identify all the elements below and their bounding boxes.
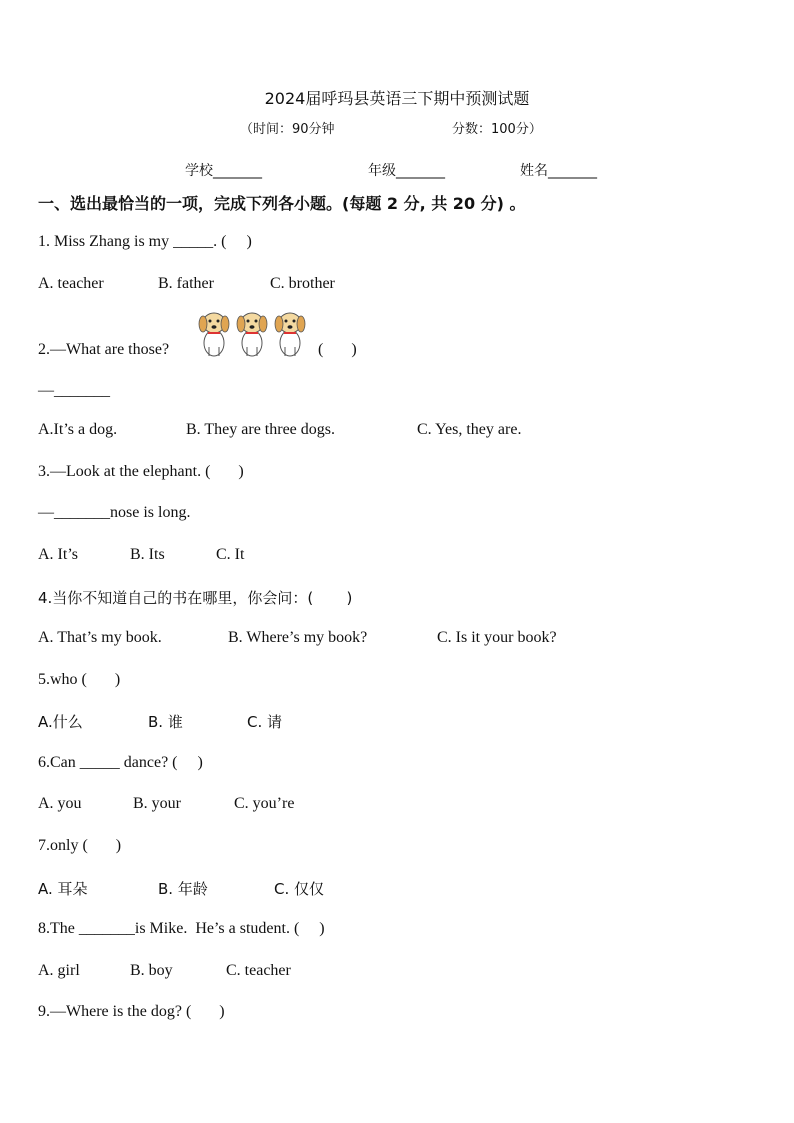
q4-option-b: B. Where’s my book? xyxy=(228,629,368,646)
name-field: 姓名_______ xyxy=(520,163,597,179)
question-5: 5.who ( ) xyxy=(38,671,121,688)
grade-field: 年级_______ xyxy=(368,163,445,179)
question-3: 3.—Look at the elephant. ( ) xyxy=(38,463,244,480)
q6-option-c: C. you’re xyxy=(234,795,295,812)
q7-option-a: A. 耳朵 xyxy=(38,880,88,898)
q4-option-a: A. That’s my book. xyxy=(38,629,162,646)
q3-option-c: C. It xyxy=(216,546,245,563)
question-6: 6.Can _____ dance? ( ) xyxy=(38,754,203,771)
page-title: 2024届呼玛县英语三下期中预测试题 xyxy=(264,89,530,108)
q1-option-c: C. brother xyxy=(270,275,335,292)
exam-time: （时间：90分钟 xyxy=(240,122,335,137)
q2-option-a: A.It’s a dog. xyxy=(38,421,118,438)
q2-paren: ( ) xyxy=(318,341,357,358)
school-field: 学校_______ xyxy=(185,163,262,179)
q8-option-a: A. girl xyxy=(38,962,80,979)
three-dogs-image xyxy=(196,309,308,357)
q3-option-b: B. Its xyxy=(130,546,165,563)
q1-option-a: A. teacher xyxy=(38,275,104,292)
question-4: 4.当你不知道自己的书在哪里，你会问：( ) xyxy=(38,589,353,607)
q5-option-c: C. 请 xyxy=(247,713,283,731)
question-7: 7.only ( ) xyxy=(38,837,122,854)
q5-option-a: A.什么 xyxy=(38,713,83,731)
q7-option-b: B. 年龄 xyxy=(158,880,208,898)
q6-option-a: A. you xyxy=(38,795,82,812)
q8-option-b: B. boy xyxy=(130,962,173,979)
question-2: 2.—What are those? xyxy=(38,341,170,358)
q4-option-c: C. Is it your book? xyxy=(437,629,557,646)
question-9: 9.—Where is the dog? ( ) xyxy=(38,1003,225,1020)
q8-option-c: C. teacher xyxy=(226,962,291,979)
q5-option-b: B. 谁 xyxy=(148,713,183,731)
q7-option-c: C. 仅仅 xyxy=(274,880,325,898)
q1-option-b: B. father xyxy=(158,275,214,292)
q3-line-2: —_______nose is long. xyxy=(38,504,191,521)
question-1: 1. Miss Zhang is my _____. ( ) xyxy=(38,233,252,250)
section-heading: 一、选出最恰当的一项，完成下列各小题。(每题 2 分, 共 20 分) 。 xyxy=(38,194,526,213)
q2-answer-line: —_______ xyxy=(38,382,110,399)
q2-option-b: B. They are three dogs. xyxy=(186,421,335,438)
question-8: 8.The _______is Mike. He’s a student. ( ) xyxy=(38,920,325,937)
q2-option-c: C. Yes, they are. xyxy=(417,421,522,438)
q3-option-a: A. It’s xyxy=(38,546,78,563)
q6-option-b: B. your xyxy=(133,795,181,812)
exam-score: 分数：100分） xyxy=(452,122,542,137)
